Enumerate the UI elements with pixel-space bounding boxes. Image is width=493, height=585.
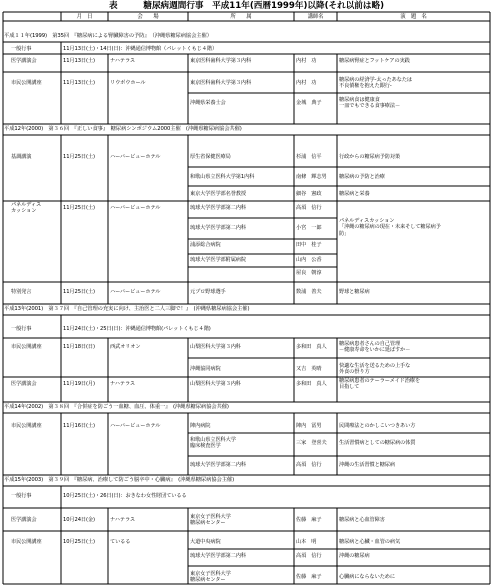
- org: 沖縄県栄養士会: [190, 100, 226, 106]
- lecturer: 多和田 真人: [296, 381, 327, 387]
- section-label: 平成１１年(1999) 第35回 『糖尿病による腎臓障害の予防』 （沖縄県糖尿病協会主催）: [4, 33, 212, 39]
- lecturer: 内村 功: [296, 80, 317, 86]
- org: 陣内病院: [190, 423, 211, 429]
- column-header: 所 属: [230, 13, 252, 20]
- org: 沖縄協同病院: [190, 366, 221, 372]
- event-date: 11月13日(土): [63, 58, 95, 64]
- lecturer: 屋良 朝淳: [296, 270, 322, 276]
- event-type: 一般行事: [11, 326, 32, 332]
- event-date: 10月25日(土): [63, 539, 95, 545]
- event-date: 11月25日(土): [63, 154, 95, 160]
- org: 厚生省保健医療局: [190, 154, 231, 160]
- lecturer: 陣内 冨男: [296, 423, 322, 429]
- event-venue: ナハテラス: [110, 381, 135, 387]
- lecture-title: 行政からの糖尿病予防対策: [339, 154, 401, 160]
- org: 琉球大学医学部第二内科: [190, 205, 246, 211]
- org: 琉球大学医学部附属病院: [190, 257, 246, 263]
- lecture-title: 糖尿病の予防と治療: [339, 174, 385, 180]
- event-type: 医学講演会: [11, 517, 37, 523]
- event-type: 一般行事: [11, 46, 32, 52]
- lecturer: 金城 典子: [296, 100, 322, 106]
- event-type: 市民公開講座: [11, 423, 42, 429]
- event-type: 医学講演会: [11, 381, 37, 387]
- event-date: 11月13日(土)・14日(日)：沖縄通信博物館（パレットくもじ４階）: [63, 46, 218, 52]
- lecture-title: 沖縄の糖尿病: [339, 553, 370, 559]
- event-venue: ているる: [110, 539, 131, 545]
- lecturer: 小宮 一郎: [296, 225, 322, 231]
- lecturer: 佐藤 麻子: [296, 517, 322, 523]
- org: 東京女子医科大学 糖尿病センター: [190, 514, 231, 527]
- lecture-title: 快適な生活を送るための上手な 外食の摂り方: [339, 363, 411, 376]
- lecturer: 山内 公香: [296, 257, 322, 263]
- lecture-title: 糖尿病腎症とフットケアの実践: [339, 58, 410, 64]
- lecture-title: 心臓病にならないために: [339, 574, 395, 580]
- event-type: 一般行事: [11, 493, 32, 499]
- event-type: 市民公開講座: [11, 344, 42, 350]
- event-date: 11月19日(月): [63, 381, 95, 387]
- lecture-title: 糖尿病患者のテーラーメイド治療を 目指して: [339, 378, 421, 391]
- lecture-title: 沖縄の生活習慣と糖尿病: [339, 462, 395, 468]
- org: 東京女子医科大学 糖尿病センター: [190, 571, 231, 584]
- org: 琉球大学医学部第二内科: [190, 553, 246, 559]
- lecture-title: 糖尿病と心臓・血管の病気: [339, 539, 401, 545]
- lecturer: 多和田 真人: [296, 344, 327, 350]
- org: 和歌山県立医科大学 臨床検査医学: [190, 437, 236, 450]
- event-venue: ハーバービューホテル: [110, 423, 161, 429]
- event-date: 11月13日(土): [63, 80, 95, 86]
- lecturer: 内村 功: [296, 58, 317, 64]
- event-venue: 西武オリオン: [110, 344, 141, 350]
- org: 東京医科歯科大学第３内科: [190, 58, 252, 64]
- event-type: 基調講演: [11, 154, 32, 160]
- event-date: 10月25日(土)・26日(日)：おきなわ女性財団ているる: [63, 493, 187, 499]
- lecture-title: 糖尿病と心血管障害: [339, 517, 385, 523]
- lecturer: 又吉 英晴: [296, 366, 322, 372]
- event-date: 11月25日(土): [63, 289, 95, 295]
- column-header: 演 題 名: [400, 13, 427, 20]
- document-title: 表 糖尿病週間行事 平成11年(西暦1999年)以降(それ以前は略): [108, 1, 385, 11]
- org: 東京大学医学部名誉教授: [190, 191, 246, 197]
- lecturer: 山本 明: [296, 539, 317, 545]
- event-venue: ハーバービューホテル: [110, 289, 161, 295]
- org: 和歌山県立医科大学第1内科: [190, 174, 255, 180]
- event-type: 市民公開講座: [11, 80, 42, 86]
- event-date: 11月24日(土)・25日(日)：沖縄通信博物館(パレットくもじ４階): [63, 326, 211, 332]
- lecturer: 高須 信行: [296, 553, 322, 559]
- lecturer: 三家 登喜夫: [296, 440, 327, 446]
- lecturer: 数浦 善夫: [296, 289, 322, 295]
- org: 東京医科歯科大学第３内科: [190, 80, 252, 86]
- section-label: 平成15年(2003) 第３９回 『糖尿病、治療して防ごう脳卒中・心臓病』 (沖縄県糖尿病協会主催): [4, 477, 235, 483]
- section-label: 平成12年(2000) 第３６回 『正しい食事』 糖尿病シンポジウム2000主催 (沖縄県糖尿病協会共催): [4, 126, 242, 132]
- lecture-title: 糖尿病食は健康食 一皿でもできる食事療法－: [339, 97, 401, 110]
- column-header: 月 日: [76, 13, 93, 20]
- lecturer: 高須 信行: [296, 205, 322, 211]
- lecturer: 杉浦 信平: [296, 154, 322, 160]
- org: 琉球大学医学部第二内科: [190, 225, 246, 231]
- event-date: 11月18日(日): [63, 344, 95, 350]
- event-venue: ナハテラス: [110, 58, 135, 64]
- lecture-title: パネルディスカッション 「沖縄の糖尿病の現在・未来そして糖尿病予 防」: [339, 218, 441, 237]
- org: 元プロ野球選手: [190, 289, 226, 295]
- event-date: 11月16日(土): [63, 423, 95, 429]
- section-label: 平成13年(2001) 第３７回 『自己管理の充実に向け、主治医と二人三脚で！』 (沖縄県糖尿病協会主催): [4, 306, 250, 312]
- column-header: 講師名: [307, 13, 324, 20]
- event-date: 10月24日(金): [63, 517, 95, 523]
- lecture-title: 糖尿病の経済学-太ったあなたは 不良債権を抱えた銀行-: [339, 77, 412, 90]
- event-venue: ナハテラス: [110, 517, 135, 523]
- event-type: パネルディス カッション: [11, 202, 42, 215]
- lecturer: 佐藤 麻子: [296, 574, 322, 580]
- lecture-title: 野球と糖尿病: [339, 289, 370, 295]
- event-venue: リウボウホール: [110, 80, 146, 86]
- org: 山梨医科大学第３内科: [190, 381, 241, 387]
- event-date: 11月25日(土): [63, 205, 95, 211]
- lecture-title: 糖尿病と栄養: [339, 191, 370, 197]
- section-label: 平成14年(2002) 第３８回 『合併症を防ごう一血糖、血圧、体重一』 (沖縄県糖尿病協会共催): [4, 404, 229, 410]
- lecture-title: 民間療法とのかしこいつきあい方: [339, 423, 416, 429]
- org: 琉球大学医学部第二内科: [190, 462, 246, 468]
- event-venue: ハーバービューホテル: [110, 205, 161, 211]
- lecturer: 南條 輝志男: [296, 174, 327, 180]
- lecturer: 田中 桂子: [296, 242, 322, 248]
- event-type: 医学講演会: [11, 58, 37, 64]
- org: 浦添総合病院: [190, 242, 221, 248]
- event-type: 特別発言: [11, 289, 32, 295]
- event-venue: ハーバービューホテル: [110, 154, 161, 160]
- lecture-title: 生活習慣病としての糖尿病の体質: [339, 440, 416, 446]
- org: 山梨医科大学第３内科: [190, 344, 241, 350]
- lecturer: 高須 信行: [296, 462, 322, 468]
- lecture-title: 糖尿病患者さんの自己管理 －健康寿命をいかに延ばすか－: [339, 341, 411, 354]
- lecturer: 細谷 憲政: [296, 191, 322, 197]
- org: 大道中央病院: [190, 539, 221, 545]
- column-header: 会 場: [137, 13, 159, 20]
- event-type: 市民公開講座: [11, 539, 42, 545]
